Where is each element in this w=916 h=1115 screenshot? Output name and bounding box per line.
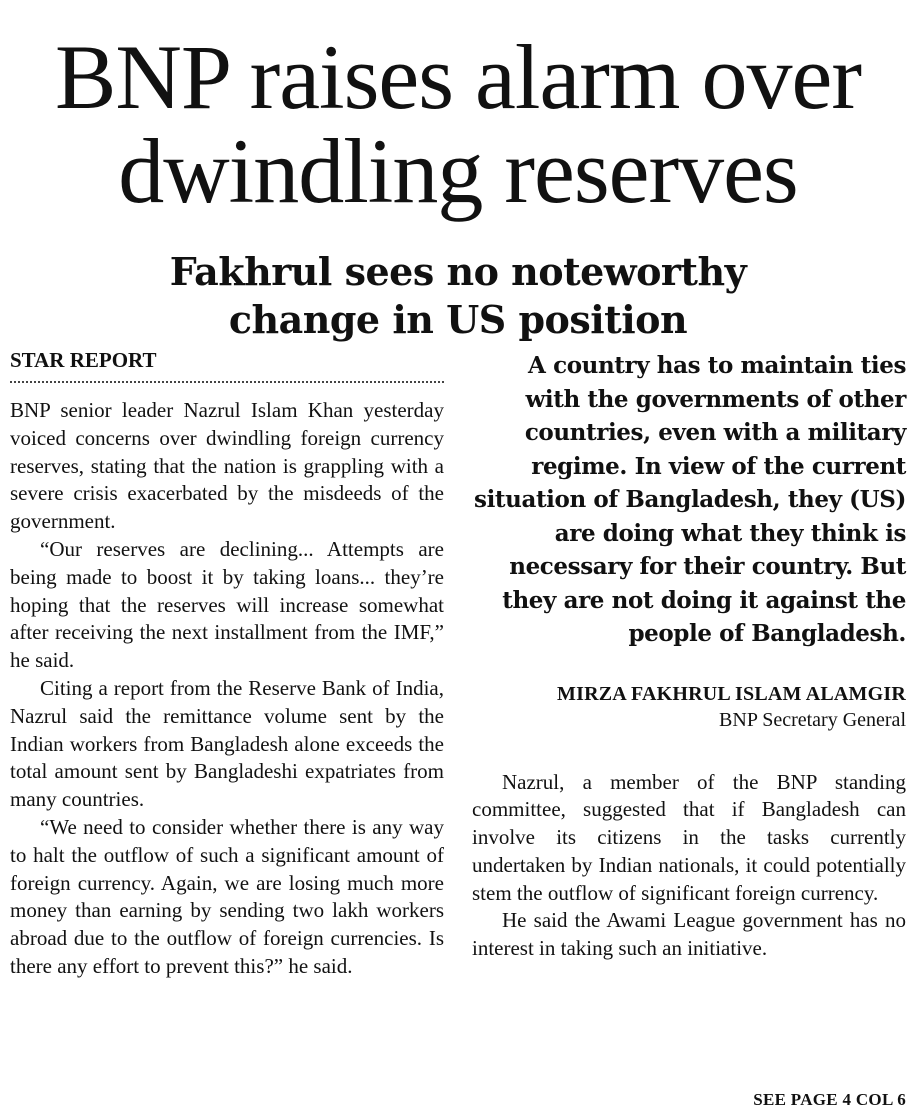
subheadline-line-1: Fakhrul sees no noteworthy <box>169 249 747 294</box>
quote-attribution <box>472 681 906 733</box>
body-paragraph: “We need to consider whether there is any way to halt the outflow of such a significant amount of foreign currency. Again, we are losing much more money than earning by sending two lakh workers abroad due to the outflow of foreign currencies. Is there any effort to prevent this?” he said. <box>10 814 444 978</box>
left-column <box>10 345 444 981</box>
attribution-title: BNP Secretary General <box>719 708 906 731</box>
right-body-text <box>472 769 906 964</box>
right-column <box>472 345 906 963</box>
subheadline-line-2: change in US position <box>228 297 688 342</box>
body-paragraph: Nazrul, a member of the BNP standing committee, suggested that if Bangladesh can involve its citizens in the tasks currently undertaken by Indian nationals, it could potentially stem the outflow of significant foreign currency. <box>472 769 906 905</box>
headline-line-2: dwindling reserves <box>118 120 798 222</box>
left-body-text <box>10 397 444 981</box>
body-paragraph: “Our reserves are declining... Attempts are being made to boost it by taking loans... they’re hoping that the reserves will increase somewhat after receiving the next installment from the IMF,” he said. <box>10 536 444 673</box>
headline <box>10 0 906 222</box>
subheadline <box>10 248 906 344</box>
body-paragraph: He said the Awami League government has no interest in taking such an initiative. <box>472 908 906 961</box>
body-paragraph: Citing a report from the Reserve Bank of India, Nazrul said the remittance volume sent by the Indian workers from Bangladesh alone exceeds the total amount sent by Bangladeshi expatriates from many countries. <box>10 675 444 812</box>
article-columns <box>10 345 906 1115</box>
jump-line[interactable]: SEE PAGE 4 COL 6 <box>753 1090 906 1109</box>
headline-line-1: BNP raises alarm over <box>55 26 861 128</box>
body-paragraph: BNP senior leader Nazrul Islam Khan yesterday voiced concerns over dwindling foreign currency reserves, stating that the nation is grappling with a severe crisis exacerbated by the misdeeds of the government. <box>10 398 444 534</box>
attribution-name: MIRZA FAKHRUL ISLAM ALAMGIR <box>557 682 906 705</box>
byline: STAR REPORT <box>10 345 444 383</box>
pull-quote: A country has to maintain ties with the governments of other countries, even with a military regime. In view of the current situation of Bangladesh, they (US) are doing what they think is necessary for their country. But they are not doing it against the people of Bangladesh. <box>474 352 906 647</box>
